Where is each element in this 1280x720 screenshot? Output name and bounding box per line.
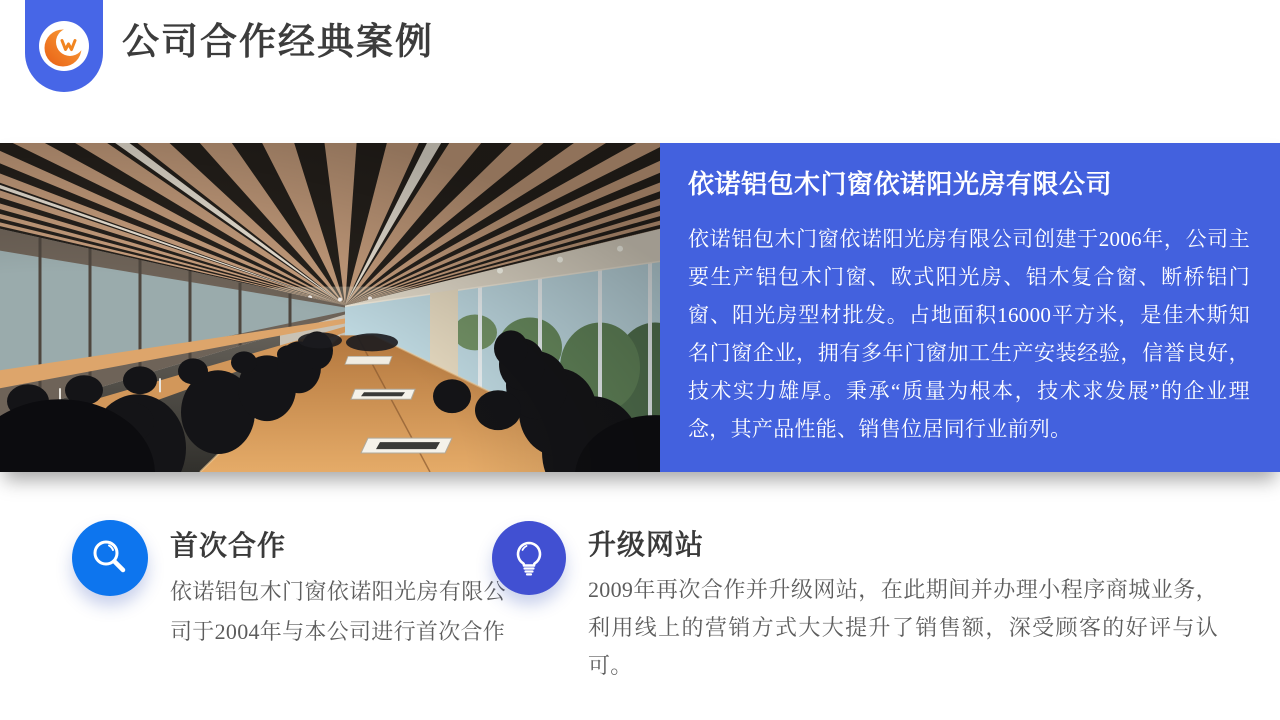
- hero-band: [0, 143, 1280, 472]
- page-title: 公司合作经典案例: [122, 22, 434, 63]
- case-title: 升级网站: [588, 530, 705, 561]
- office-meeting-room-photo: [0, 143, 660, 472]
- magnifier-icon: [88, 536, 132, 580]
- case-first-cooperation: [72, 520, 506, 652]
- logo-badge: [25, 0, 103, 92]
- case-body: 依诺铝包木门窗依诺阳光房有限公司于2004年与本公司进行首次合作: [170, 579, 506, 644]
- company-name-heading: 依诺铝包木门窗依诺阳光房有限公司: [688, 170, 1113, 199]
- company-intro-body: 依诺铝包木门窗依诺阳光房有限公司创建于2006年，公司主要生产铝包木门窗、欧式阳光房、铝木复合窗、断桥铝门窗、阳光房型材批发。占地面积16000平方米，是佳木斯知名门窗企业，拥有多年门窗加工生产安装经验，信誉良好，技术实力雄厚。秉承“质量为根本，技术求发展”的企业理念，其产品性能、销售位居同行业前列。: [688, 227, 1250, 441]
- company-intro-panel: [660, 143, 1280, 472]
- magnifier-icon-badge: [72, 520, 148, 596]
- company-logo-icon: [38, 20, 90, 72]
- lightbulb-icon: [509, 538, 549, 578]
- case-body: 2009年再次合作并升级网站，在此期间并办理小程序商城业务，利用线上的营销方式大大提升了销售额，深受顾客的好评与认可。: [588, 577, 1218, 678]
- office-photo-illustration: [0, 143, 660, 472]
- case-title: 首次合作: [170, 531, 287, 562]
- case-upgrade-website: [492, 521, 1218, 685]
- lightbulb-icon-badge: [492, 521, 566, 595]
